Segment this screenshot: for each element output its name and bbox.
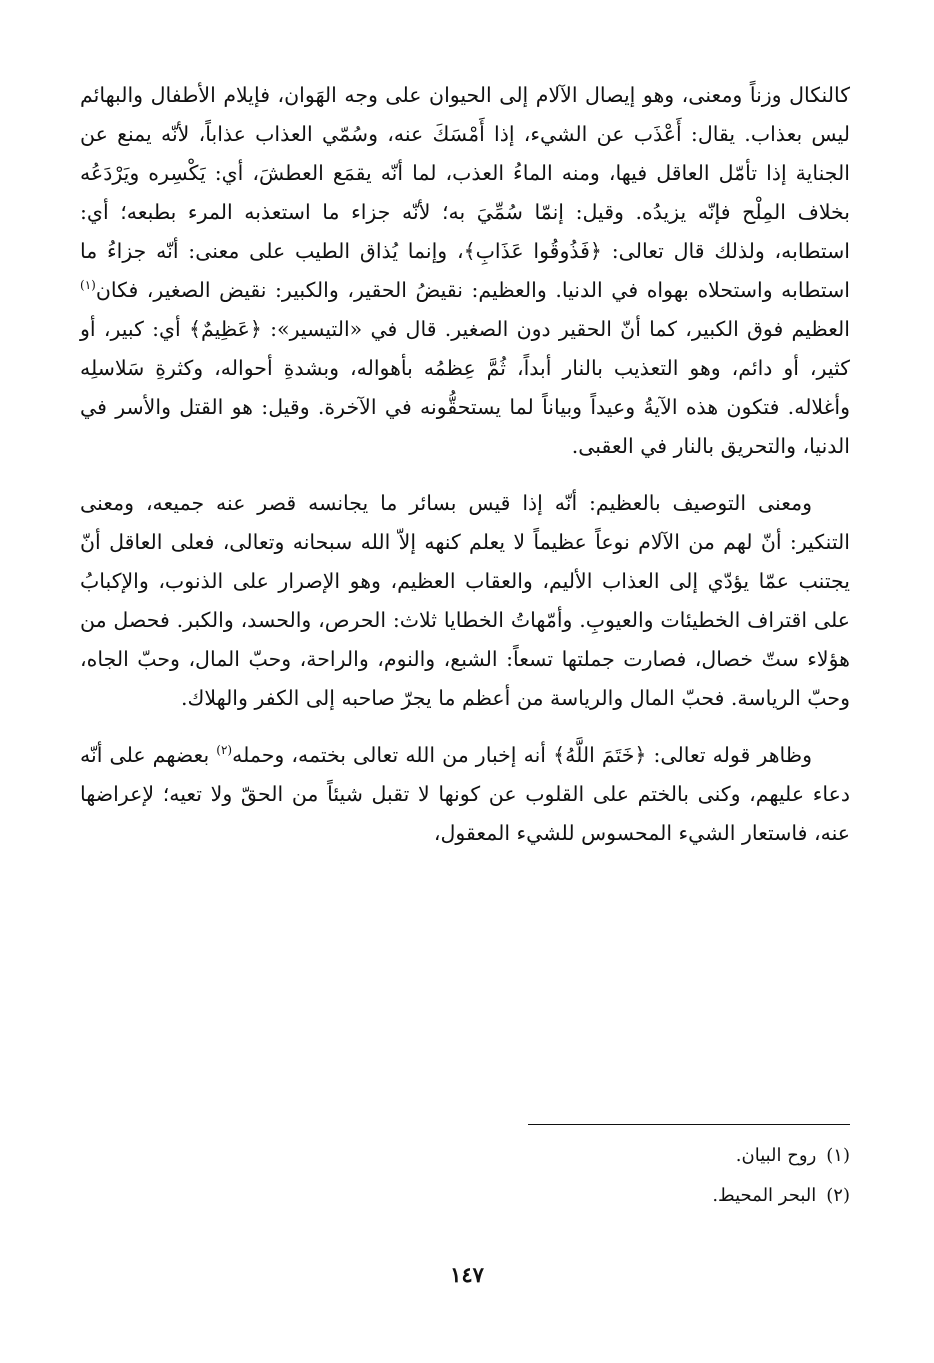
footnote-text: البحر المحيط. bbox=[712, 1185, 817, 1206]
text-line: الخطايا ثلاث: الحرص، والحسد، والكبر. فحصل من هؤلاء ستّ خصال، bbox=[80, 608, 850, 671]
footnote-2 bbox=[80, 1179, 850, 1213]
footnote-marker[interactable]: (٢) bbox=[216, 743, 233, 758]
text-line: كالنكال وزناً ومعنى، وهو إيصال الآلام إلى الحيوان على وجه الهَوان، فإيلام bbox=[223, 83, 850, 107]
text-line: أي: كبير، أو كثير، أو دائم، وهو التعذيب بالنار أبداً، ثُمَّ عِظمُه بأهواله، وبشدةِ bbox=[80, 317, 850, 380]
text-line: العظيم فوق الكبير، كما أنّ الحقير دون الصغير. قال في «التيسير»: ﴿عَظِيمٌ﴾ bbox=[189, 317, 850, 341]
footnote-marker[interactable]: (١) bbox=[80, 278, 96, 293]
text-line: ومعنى التنكير: أنّ لهم من الآلام نوعاً عظيماً لا يعلم كنهه إلاّ الله سبحانه bbox=[80, 491, 850, 554]
text-line: والهلاك. bbox=[180, 686, 248, 710]
text-line: سُمِّيَ به؛ لأنّه جزاء ما استعذبه المرء بطبعه؛ أي: استطابه، ولذلك قال تعالى: bbox=[80, 200, 850, 263]
paragraph-1 bbox=[80, 76, 850, 466]
text-line: ﴿فَذُوقُوا عَذَابِ﴾، وإنما يُذاق الطيب على معنى: أنّه جزاءُ ما استطابه واستحلاه bbox=[80, 239, 850, 302]
footnote-separator bbox=[528, 1124, 850, 1125]
paragraph-3 bbox=[80, 736, 850, 853]
text-line: وظاهر قوله تعالى: ﴿خَتَمَ اللَّهُ﴾ أنه إخبار من الله تعالى بختمه، وحمله bbox=[232, 743, 812, 767]
footnote-number: (٢) bbox=[826, 1185, 850, 1206]
text-line: فصارت جملتها تسعاً: الشبع، والنوم، والراحة، وحبّ المال، وحبّ الجاه، bbox=[80, 647, 687, 671]
text-line: من الحقّ ولا تعيه؛ لإعراضها عنه، فاستعار الشيء المحسوس للشيء المعقول، bbox=[80, 782, 850, 845]
text-line: أحواله، وكثرةِ سَلاسلِه وأغلاله. فتكون هذه الآيةُ وعيداً وبياناً لما يستحقُّونه في bbox=[80, 356, 850, 419]
page-number: ١٤٧ bbox=[450, 1262, 484, 1287]
text-line: بهواه في الدنيا. والعظيم: نقيضُ الحقير، والكبير: نقيض الصغير، فكان bbox=[95, 278, 689, 302]
text-line: وهو الإصرار على الذنوب، والإكبابُ على اقتراف الخطيئات والعيوبِ. وأمّهاتُ bbox=[80, 569, 850, 632]
text-line: الآخرة. وقيل: هو القتل والأسر في الدنيا، والتحريق بالنار في العقبى. bbox=[80, 395, 850, 458]
footnote-1 bbox=[80, 1139, 850, 1173]
text-line: الأطفال والبهائم ليس بعذاب. يقال: أَعْذَب عن الشيء، إذا أَمْسَكَ عنه، وسُمّي bbox=[80, 83, 850, 146]
text-line: ومعنى التوصيف بالعظيم: أنّه إذا قيس بسائر ما يجانسه قصر عنه جميعه، bbox=[145, 491, 812, 515]
main-text bbox=[80, 76, 850, 853]
footnote-number: (١) bbox=[826, 1145, 850, 1166]
text-line: وتعالى، فعلى العاقل أنّ يجتنب عمّا يؤدّي إلى العذاب الأليم، والعقاب العظيم، bbox=[80, 530, 850, 593]
footnotes bbox=[80, 1139, 850, 1219]
text-line: وحبّ الرياسة. فحبّ المال والرياسة من أعظم ما يجرّ صاحبه إلى الكفر bbox=[254, 686, 850, 710]
paragraph-2 bbox=[80, 484, 850, 718]
text-line: بعضهم على أنّه دعاء عليهم، وكنى بالختم على القلوب عن كونها لا تقبل شيئاً bbox=[80, 743, 850, 806]
footnote-text: روح البيان. bbox=[735, 1145, 817, 1166]
text-line: العذاب عذاباً، لأنّه يمنع عن الجناية إذا تأمّل العاقل فيها، ومنه الماءُ العذب، bbox=[80, 122, 850, 185]
text-line: لما أنّه يقمَع العطشَ، أي: يَكْسِره ويَرْدَعُه بخلاف المِلْح فإنّه يزيدُه. وقيل: إنمّا bbox=[80, 161, 850, 224]
